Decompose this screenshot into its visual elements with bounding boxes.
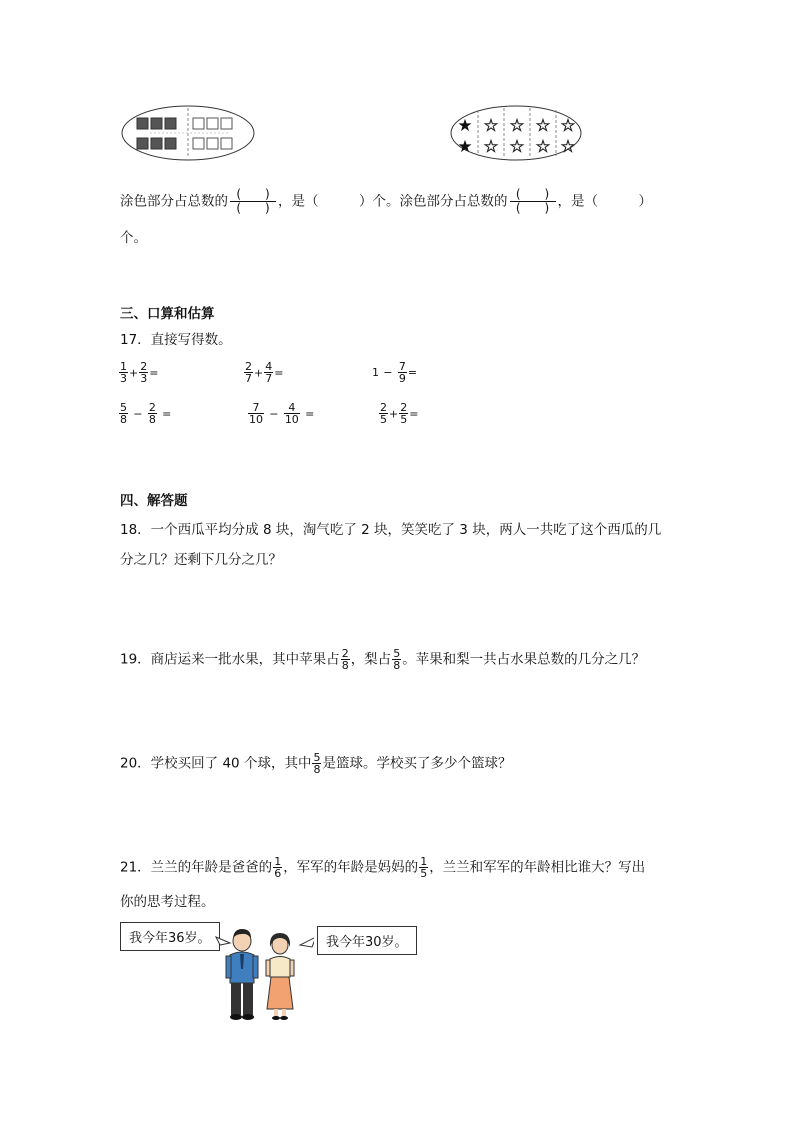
q17-label: 17．直接写得数。 (120, 332, 232, 348)
svg-text:☆: ☆ (535, 116, 551, 136)
fraction: $\frac{7}{10}$ (249, 401, 263, 426)
q21-line-1: 21．兰兰的年龄是爸爸的 $\frac{1}{6}$ ，军军的年龄是妈妈的 $\frac{1}{5}$ ，兰兰和军军的年龄相比谁大？写出 (120, 855, 646, 880)
q16-prefix-2: 涂色部分占总数的 (399, 193, 508, 210)
fraction: $\frac{2}{7}$ (245, 360, 252, 385)
q17-item-6: $\frac{2}{5}$ + $\frac{2}{5}$ = (380, 401, 419, 426)
svg-text:☆: ☆ (509, 116, 525, 136)
svg-text:☆: ☆ (509, 137, 525, 157)
q17-item-4: $\frac{5}{8}$ − $\frac{2}{8}$ = (120, 401, 172, 426)
q17-item-1: $\frac{1}{3}$ + $\frac{2}{3}$ = (120, 360, 159, 385)
svg-text:☆: ☆ (560, 116, 576, 136)
fraction: $\frac{5}{8}$ (120, 401, 127, 426)
section-3-heading: 三、口算和估算 (120, 306, 215, 322)
fraction: $\frac{5}{8}$ (393, 647, 401, 672)
section-4-heading: 四、解答题 (120, 493, 188, 509)
fraction: $\frac{1}{3}$ (120, 360, 127, 385)
fraction: $\frac{2}{5}$ (400, 401, 408, 426)
parents-illustration (214, 925, 314, 1025)
svg-text:☆: ☆ (483, 137, 499, 157)
fraction: $\frac{2}{5}$ (380, 401, 387, 426)
fraction: $\frac{2}{8}$ (148, 401, 156, 426)
dad-speech-bubble: 我今年36岁。 (120, 922, 220, 951)
mom-speech-bubble: 我今年30岁。 (317, 926, 417, 955)
svg-text:★: ★ (457, 137, 473, 157)
q19-line: 19．商店运来一批水果，其中苹果占 $\frac{2}{8}$ ，梨占 $\frac{5}{8}$ 。苹果和梨一共占水果总数的几分之几？ (120, 647, 646, 672)
fraction: $\frac{4}{10}$ (284, 401, 299, 426)
svg-text:☆: ☆ (483, 116, 499, 136)
q17-item-2: $\frac{2}{7}$ + $\frac{4}{7}$ = (245, 360, 284, 385)
fraction: $\frac{1}{6}$ (274, 855, 282, 880)
figure-squares (120, 104, 256, 162)
fraction: $\frac{5}{8}$ (313, 751, 321, 776)
svg-text:★: ★ (457, 116, 473, 136)
q18-line-1: 18．一个西瓜平均分成 8 块，淘气吃了 2 块，笑笑吃了 3 块，两人一共吃了这个西瓜的几 (120, 522, 662, 538)
q17-item-3: 1 − $\frac{7}{9}$ = (372, 360, 418, 385)
svg-text:☆: ☆ (535, 137, 551, 157)
answer-fraction-blank-2[interactable]: $\frac{( )}{( )}$ (510, 188, 556, 215)
dad-and-mom-icon (214, 925, 314, 1025)
q17-item-5: $\frac{7}{10}$ − $\frac{4}{10}$ = (249, 401, 315, 426)
q16-wrap: 个。 (120, 230, 147, 246)
fraction: $\frac{4}{7}$ (265, 360, 273, 385)
q16-mid-1: ，是（ ）个。 (278, 193, 400, 210)
squares-oval-graphic (120, 104, 256, 162)
fraction: $\frac{2}{8}$ (341, 647, 349, 672)
q16-mid-2: ，是（ ） (557, 193, 652, 210)
answer-fraction-blank-1[interactable]: $\frac{( )}{( )}$ (230, 188, 276, 215)
q20-line: 20．学校买回了 40 个球，其中 $\frac{5}{8}$ 是篮球。学校买了多少个篮球？ (120, 751, 512, 776)
figure-stars (449, 104, 583, 162)
q21-line-2: 你的思考过程。 (120, 894, 215, 910)
svg-text:☆: ☆ (560, 137, 576, 157)
q16-line (120, 188, 652, 215)
q18-line-2: 分之几？还剩下几分之几？ (120, 552, 282, 568)
fraction: $\frac{1}{5}$ (420, 855, 428, 880)
fraction: $\frac{7}{9}$ (398, 360, 406, 385)
fraction: $\frac{2}{3}$ (140, 360, 148, 385)
stars-oval-graphic (449, 104, 583, 162)
q16-prefix-1: 涂色部分占总数的 (120, 193, 228, 210)
